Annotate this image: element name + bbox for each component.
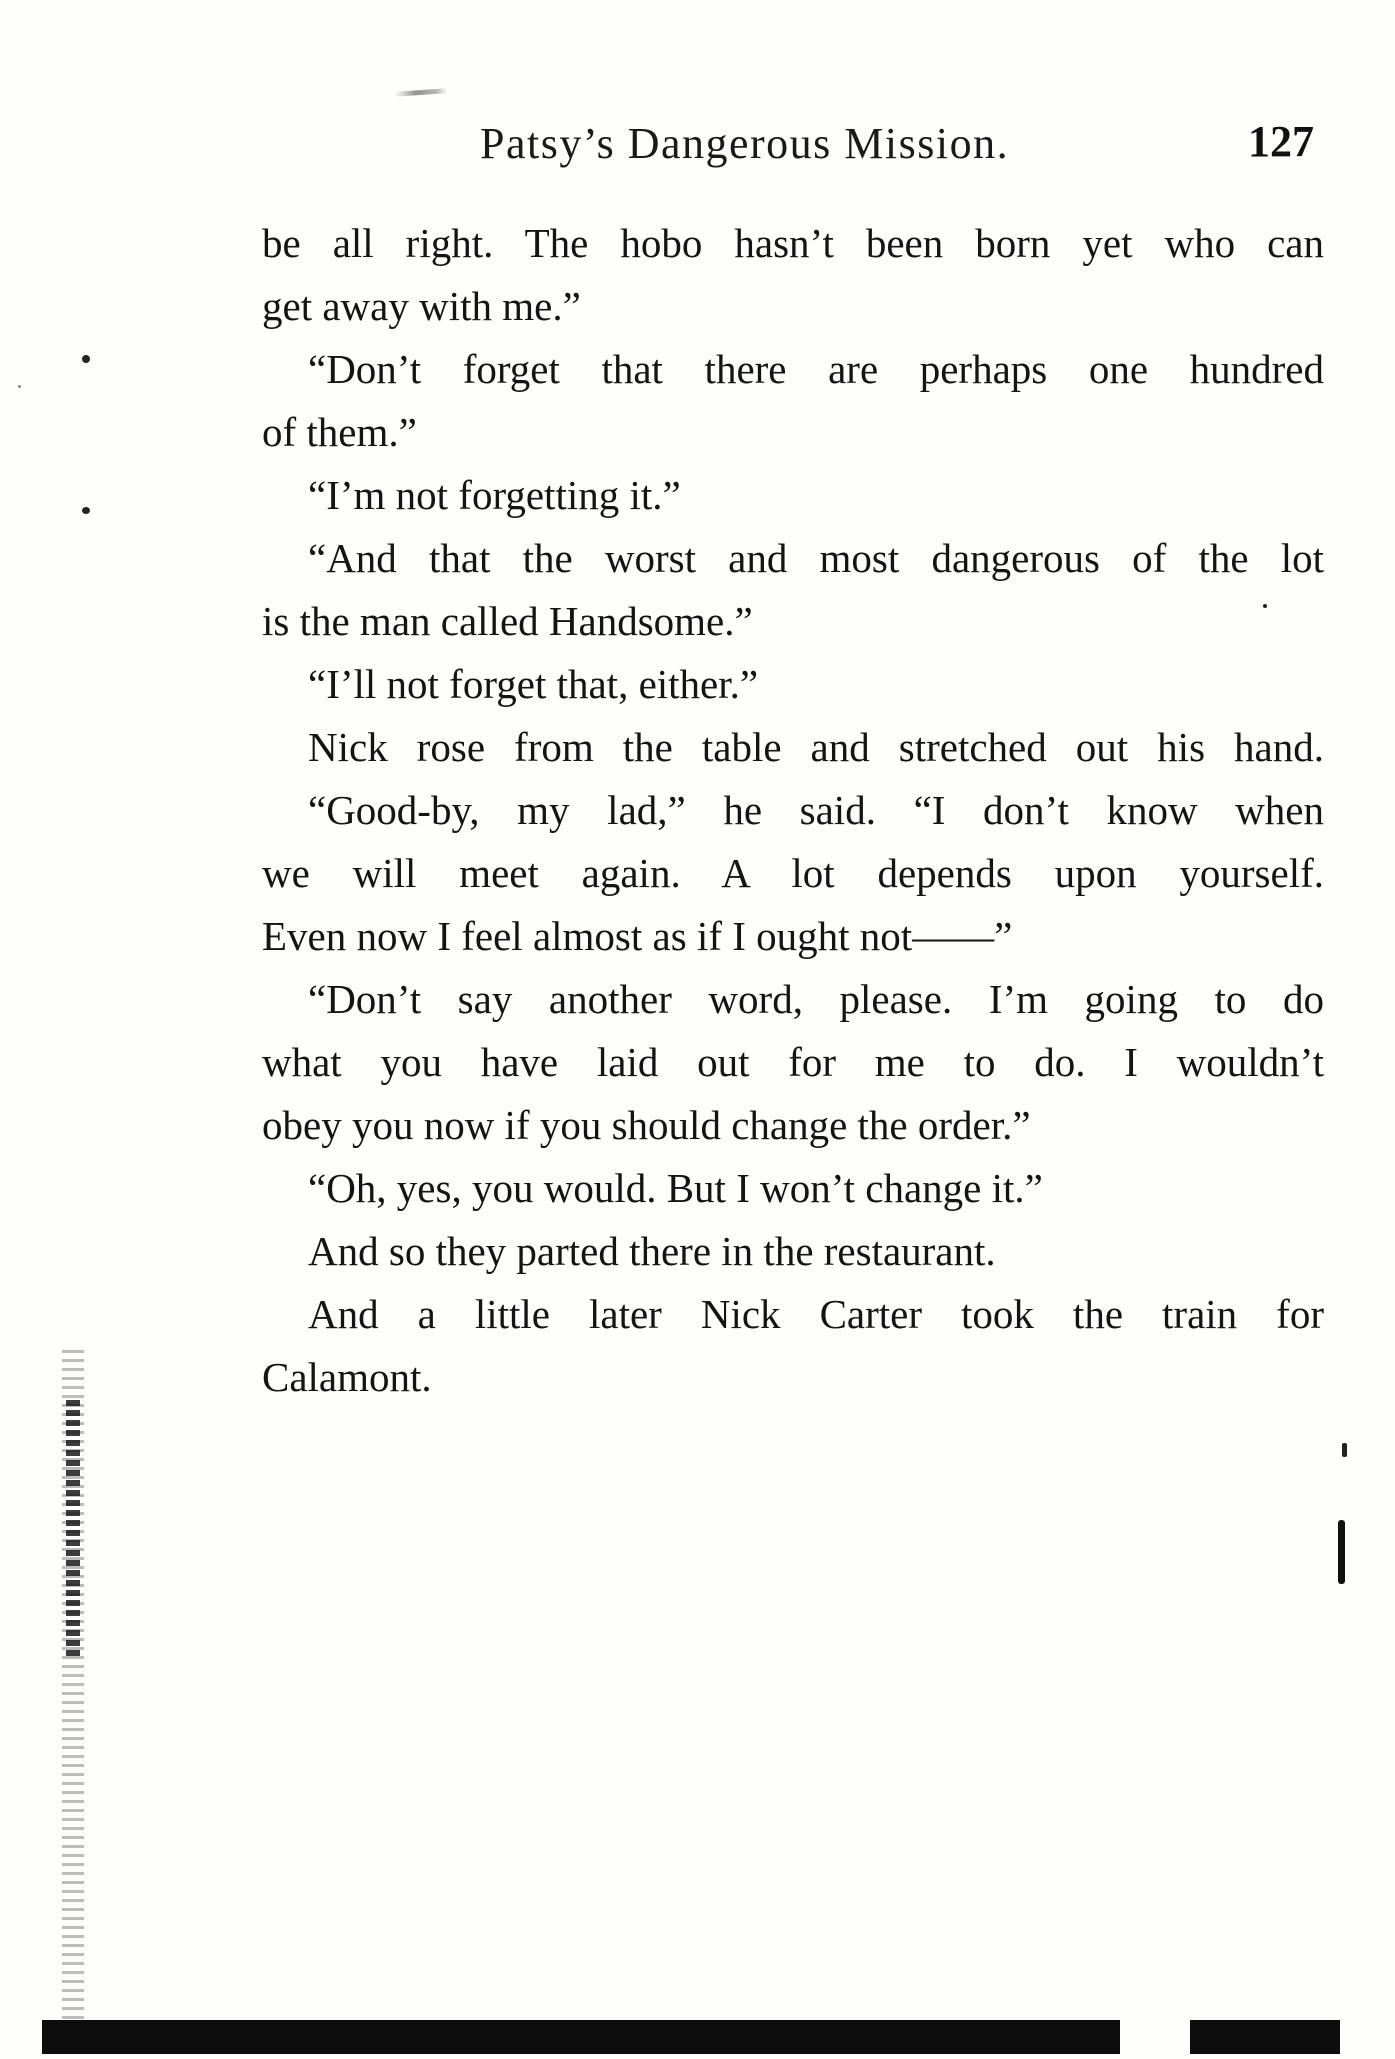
text-line: “I’m not forgetting it.” [308,472,681,518]
text-line: Calamont. [262,1354,432,1400]
ink-speck [18,385,21,388]
ink-mark [395,88,447,97]
text-line: “Don’t forget that there are perhaps one hundred [308,346,1324,392]
ink-speck [82,355,90,363]
text-line: “And that the worst and most dangerous of the lot [308,535,1324,581]
text-line: “Oh, yes, you would. But I won’t change it.” [308,1165,1043,1211]
text-line: “I’ll not forget that, either.” [308,661,759,707]
text-line: get away with me.” [262,283,581,329]
text-line: Nick rose from the table and stretched out his hand. [308,724,1324,770]
ink-speck [82,507,90,514]
scan-bottom-edge [1190,2020,1340,2054]
text-line: “Good-by, my lad,” he said. “I don’t know when [308,787,1324,833]
text-line: be all right. The hobo hasn’t been born yet who can [262,220,1324,266]
running-head: Patsy’s Dangerous Mission. [480,119,1010,168]
body-text [262,212,1324,1409]
text-line: “Don’t say another word, please. I’m going to do [308,976,1324,1022]
ink-speck [1338,1520,1345,1584]
ink-speck [1342,1443,1347,1457]
text-line: we will meet again. A lot depends upon yourself. [262,850,1324,896]
text-line: is the man called Handsome.” [262,598,753,644]
text-line: of them.” [262,409,417,455]
text-line: Even now I feel almost as if I ought not——” [262,913,1013,959]
page-number: 127 [1248,117,1314,166]
scan-binding-shadow [66,1400,80,1660]
ink-speck [1263,604,1267,608]
scan-bottom-edge [42,2020,1120,2054]
text-line: And so they parted there in the restaurant. [308,1228,996,1274]
text-line: And a little later Nick Carter took the train for [308,1291,1324,1337]
text-line: what you have laid out for me to do. I wouldn’t [262,1039,1324,1085]
text-line: obey you now if you should change the order.” [262,1102,1031,1148]
